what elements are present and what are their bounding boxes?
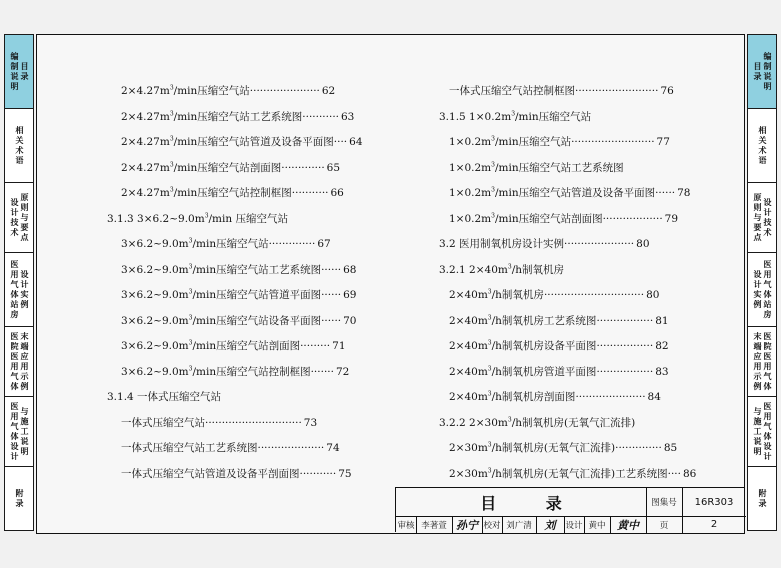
toc-entry[interactable] [121, 364, 349, 379]
toc-leader-dots: ················· [596, 365, 654, 378]
toc-entry-text: 2×40m [449, 314, 488, 327]
tab-label: 设计技术 [10, 197, 19, 238]
toc-entry-superscript: 3 [491, 135, 495, 143]
tb-divider [396, 516, 746, 517]
tab-label: 与施工说明 [20, 406, 29, 457]
right-tab-strip [747, 34, 777, 530]
toc-page-number: 83 [655, 365, 669, 378]
toc-entry[interactable] [121, 185, 344, 200]
toc-page-number: 67 [317, 238, 331, 250]
tab-label: 医用气体站房 [763, 259, 772, 320]
tab-label: 与施工说明 [753, 406, 762, 457]
toc-entry-text: 1×0.2m [449, 161, 492, 174]
toc-entry-text: 3×6.2~9.0m [121, 365, 189, 378]
toc-entry[interactable] [449, 389, 661, 404]
toc-leader-dots: ··········· [291, 187, 329, 199]
toc-entry-text: /h制氧机房剖面图 [491, 391, 576, 403]
toc-entry-superscript: 3 [188, 339, 193, 347]
toc-entry[interactable] [449, 313, 669, 328]
toc-page-number: 75 [338, 467, 352, 480]
toc-leader-dots: ······ [321, 263, 342, 276]
page-label: 页 [659, 520, 669, 531]
toc-entry-text: 3.2.1 2×40m [439, 263, 508, 276]
toc-entry-superscript: 3 [169, 135, 174, 143]
toc-page-number: 76 [660, 85, 674, 97]
toc-entry[interactable] [121, 160, 340, 175]
toc-entry-superscript: 3 [204, 212, 209, 219]
tab-label: 医院医用气体 [10, 331, 19, 392]
toc-entry-text: 3×6.2~9.0m [121, 289, 189, 301]
title-block [395, 487, 745, 532]
tab-label: 医用气体站房 [10, 259, 19, 320]
right-tab-2[interactable] [747, 108, 777, 183]
toc-entry-text: 2×30m [449, 442, 488, 454]
toc-section-heading[interactable] [439, 109, 591, 124]
reviewer-name: 李著萱 [421, 520, 447, 531]
toc-section-heading[interactable] [439, 415, 635, 430]
left-tab-4[interactable] [4, 252, 34, 327]
toc-leader-dots: ······ [321, 314, 342, 327]
toc-entry-text: /min压缩空气站管道及设备平面图 [173, 136, 334, 148]
review-label: 审核 [397, 520, 415, 531]
designer-name: 黄中 [588, 520, 606, 531]
design-label: 设计 [565, 520, 583, 531]
toc-page-number: 79 [664, 212, 679, 225]
tab-label: 原则与要点 [20, 192, 29, 243]
sheet-title: 目 录 [480, 493, 584, 513]
toc-entry[interactable] [121, 287, 357, 302]
toc-page-number: 73 [303, 416, 318, 429]
toc-entry[interactable] [449, 364, 669, 379]
toc-leader-dots: ······· [310, 365, 334, 378]
left-tab-5[interactable] [4, 326, 34, 397]
right-tab-4[interactable] [747, 252, 777, 327]
toc-entry[interactable] [121, 440, 340, 455]
tab-label: 相关术语 [15, 125, 24, 166]
toc-entry-text: /min压缩空气站管道及设备平面图 [494, 187, 656, 199]
toc-entry-text: 3×6.2~9.0m [121, 340, 189, 352]
toc-entry-text: 3.1.4 一体式压缩空气站 [107, 391, 222, 403]
toc-entry-superscript: 3 [487, 288, 492, 296]
toc-section-heading[interactable] [107, 211, 288, 226]
toc-entry-text: 3×6.2~9.0m [121, 263, 189, 276]
left-tab-1[interactable] [4, 34, 34, 109]
toc-entry-text: /min压缩空气站 [173, 85, 250, 97]
toc-page-number: 64 [349, 136, 363, 148]
toc-entry-superscript: 3 [487, 390, 492, 398]
toc-leader-dots: ······ [321, 289, 342, 301]
toc-entry-superscript: 3 [507, 263, 512, 270]
toc-entry-superscript: 3 [487, 314, 492, 321]
toc-entry-text: /min压缩空气站 [494, 136, 572, 148]
toc-leader-dots: ···· [667, 467, 681, 480]
toc-entry-text: 2×4.27m [121, 110, 170, 123]
tab-label: 末端应用示例 [20, 331, 29, 392]
right-tab-1[interactable] [747, 34, 777, 109]
toc-entry-text: 3.2 医用制氧机房设计实例 [439, 238, 565, 250]
tab-label: 相关术语 [758, 125, 767, 166]
toc-page-number: 74 [326, 442, 340, 454]
tab-label: 原则与要点 [753, 192, 762, 243]
toc-leader-dots: ········· [300, 340, 331, 352]
toc-entry-superscript: 3 [487, 339, 492, 347]
toc-entry-text: /h制氧机房管道平面图 [491, 365, 597, 378]
toc-entry-text: /h制氧机房(无氧气汇流排) [491, 442, 616, 454]
toc-entry-text: 2×40m [449, 391, 488, 403]
right-tab-7[interactable] [747, 466, 777, 531]
tb-divider [646, 488, 647, 533]
toc-page-number: 78 [677, 187, 691, 199]
toc-page-number: 65 [326, 161, 341, 174]
toc-page-number: 63 [341, 110, 355, 123]
toc-entry[interactable] [449, 440, 677, 455]
toc-page-number: 62 [321, 85, 336, 97]
tab-label: 目录 [20, 61, 29, 82]
toc-page-number: 71 [332, 340, 346, 352]
toc-entry-superscript: 3 [188, 237, 193, 245]
toc-entry-text: /h制氧机房 [491, 289, 544, 301]
toc-entry[interactable] [449, 185, 691, 200]
toc-leader-dots: ····················· [575, 391, 646, 403]
tb-divider [502, 516, 503, 533]
atlas-label: 图集号 [651, 498, 677, 508]
toc-entry-text: /min压缩空气站 [515, 110, 592, 123]
page-number: 2 [710, 519, 718, 530]
left-tab-2[interactable] [4, 108, 34, 183]
toc-entry-superscript: 3 [491, 212, 495, 219]
toc-leader-dots: ························· [575, 85, 659, 97]
tb-divider [584, 516, 585, 533]
tb-divider [536, 516, 537, 533]
toc-entry-text: 3.1.5 1×0.2m [439, 110, 512, 123]
toc-entry-text: 一体式压缩空气站管道及设备平剖面图 [121, 467, 300, 480]
toc-entry-text: 2×40m [449, 365, 488, 378]
toc-page-number: 70 [343, 314, 357, 327]
tab-label: 设计实例 [753, 269, 762, 310]
toc-entry-superscript: 3 [487, 441, 492, 449]
toc-entry-text: /h制氧机房 [511, 263, 564, 276]
toc-entry[interactable] [121, 313, 357, 328]
toc-leader-dots: ·············· [615, 442, 662, 454]
toc-entry-superscript: 3 [188, 365, 193, 372]
toc-page-number: 80 [636, 238, 650, 250]
check-label: 校对 [483, 520, 501, 531]
content-frame [36, 34, 745, 534]
toc-entry-text: /min压缩空气站工艺系统图 [173, 110, 303, 123]
left-tab-6[interactable] [4, 396, 34, 467]
toc-entry[interactable] [449, 466, 696, 481]
tab-label: 编制说明 [763, 51, 772, 92]
toc-entry-superscript: 3 [491, 161, 495, 168]
toc-page-number: 81 [655, 314, 669, 327]
toc-entry-superscript: 3 [188, 314, 193, 321]
toc-leader-dots: ··········· [302, 110, 339, 123]
tab-label: 设计实例 [20, 269, 29, 310]
tab-label: 附录 [758, 488, 767, 509]
toc-entry-text: 3.1.3 3×6.2~9.0m [107, 212, 205, 225]
toc-entry[interactable] [121, 236, 331, 251]
toc-entry-text: 2×30m [449, 467, 488, 480]
toc-entry-text: 一体式压缩空气站工艺系统图 [121, 442, 258, 454]
toc-page-number: 86 [682, 467, 697, 480]
toc-entry-text: /min压缩空气站剖面图 [192, 340, 301, 352]
tab-label: 目录 [753, 61, 762, 82]
toc-entry-text: /min压缩空气站控制框图 [173, 187, 292, 199]
toc-entry-text: /min压缩空气站设备平面图 [192, 314, 322, 327]
toc-entry[interactable] [121, 109, 354, 124]
toc-entry-superscript: 3 [169, 161, 174, 168]
toc-leader-dots: ····················· [564, 238, 635, 250]
toc-entry-text: 一体式压缩空气站 [121, 416, 205, 429]
toc-entry-superscript: 3 [511, 110, 516, 117]
tb-divider [452, 516, 453, 533]
toc-leader-dots: ···· [333, 136, 348, 148]
toc-entry[interactable] [121, 338, 346, 353]
toc-entry-text: /min压缩空气站工艺系统图 [494, 161, 624, 174]
toc-entry-text: 2×4.27m [121, 187, 170, 199]
toc-entry-superscript: 3 [188, 288, 193, 296]
tab-label: 末端应用示例 [753, 331, 762, 392]
toc-entry[interactable] [121, 466, 352, 481]
toc-entry-text: 2×40m [449, 340, 488, 352]
toc-section-heading[interactable] [107, 389, 221, 404]
toc-leader-dots: ·············· [268, 238, 316, 250]
tb-divider [482, 516, 483, 533]
designer-signature: 黄中 [617, 518, 639, 532]
toc-leader-dots: ················· [596, 340, 654, 352]
toc-page-number: 82 [655, 340, 669, 352]
toc-entry-text: /min压缩空气站剖面图 [173, 161, 282, 174]
toc-entry[interactable] [449, 83, 674, 98]
toc-entry-text: /min压缩空气站剖面图 [494, 212, 603, 225]
toc-entry-text: 3×6.2~9.0m [121, 238, 189, 250]
toc-leader-dots: ··········· [299, 467, 337, 480]
toc-entry-text: /h制氧机房(无氧气汇流排)工艺系统图 [491, 467, 668, 480]
checker-signature: 刘 [544, 518, 556, 532]
toc-leader-dots: ························· [571, 136, 655, 148]
atlas-number: 16R303 [694, 496, 734, 508]
left-tab-strip [4, 34, 34, 530]
toc-leader-dots: ······ [655, 187, 676, 199]
toc-leader-dots: ············· [281, 161, 325, 174]
toc-entry-text: /min压缩空气站控制框图 [192, 365, 311, 378]
toc-entry[interactable] [121, 415, 317, 430]
toc-entry-text: /h制氧机房设备平面图 [491, 340, 597, 352]
checker-name: 刘广清 [506, 520, 532, 531]
toc-page-number: 77 [656, 136, 670, 148]
tab-label: 设计技术 [763, 197, 772, 238]
toc-leader-dots: ················· [596, 314, 654, 327]
tab-label: 医用气体设计 [763, 401, 772, 462]
toc-entry[interactable] [121, 134, 363, 149]
toc-entry[interactable] [121, 262, 357, 277]
toc-leader-dots: ·················· [602, 212, 663, 225]
toc-entry[interactable] [449, 134, 670, 149]
toc-entry-superscript: 3 [188, 263, 193, 270]
toc-page-number: 72 [335, 365, 350, 378]
toc-entry-text: 2×4.27m [121, 161, 170, 174]
toc-entry-text: 2×40m [449, 289, 488, 301]
toc-entry[interactable] [449, 287, 659, 302]
tb-divider [682, 488, 683, 533]
toc-leader-dots: ····························· [205, 416, 302, 429]
toc-entry-text: /min压缩空气站管道平面图 [192, 289, 322, 301]
left-tab-7[interactable] [4, 466, 34, 531]
toc-entry[interactable] [449, 338, 669, 353]
toc-page-number: 66 [330, 187, 344, 199]
tab-label: 编制说明 [10, 51, 19, 92]
toc-entry-text: 2×4.27m [121, 136, 170, 148]
toc-entry-text: /min 压缩空气站 [208, 212, 288, 225]
tab-label: 附录 [15, 488, 24, 509]
toc-leader-dots: ······························ [543, 289, 645, 301]
toc-page-number: 85 [663, 442, 678, 454]
toc-entry-superscript: 3 [507, 416, 512, 423]
toc-entry-text: /h制氧机房(无氧气汇流排) [511, 416, 636, 429]
toc-entry-text: /min压缩空气站 [192, 238, 269, 250]
toc-entry-text: 3.2.2 2×30m [439, 416, 508, 429]
toc-entry-text: /h制氧机房工艺系统图 [491, 314, 597, 327]
toc-page-number: 84 [647, 391, 661, 403]
toc-entry[interactable] [449, 211, 678, 226]
toc-entry-superscript: 3 [169, 110, 174, 117]
right-tab-6[interactable] [747, 396, 777, 467]
toc-page-number: 80 [646, 289, 660, 301]
toc-entry-superscript: 3 [487, 467, 492, 474]
tb-divider [610, 516, 611, 533]
toc-entry-superscript: 3 [169, 186, 174, 194]
toc-entry-text: 1×0.2m [449, 187, 492, 199]
toc-entry-text: 3×6.2~9.0m [121, 314, 189, 327]
toc-page-number: 68 [343, 263, 357, 276]
toc-leader-dots: ····················· [249, 85, 320, 97]
tb-divider [564, 516, 565, 533]
toc-page-number: 69 [343, 289, 357, 301]
toc-entry[interactable] [121, 83, 335, 98]
toc-section-heading[interactable] [439, 236, 650, 251]
reviewer-signature: 孙宁 [456, 518, 478, 532]
toc-entry-superscript: 3 [169, 84, 174, 92]
toc-leader-dots: ···················· [257, 442, 325, 454]
left-tab-3[interactable] [4, 182, 34, 253]
tb-divider [416, 516, 417, 533]
tab-label: 医用气体设计 [10, 401, 19, 462]
toc-entry-text: 2×4.27m [121, 85, 170, 97]
right-tab-5[interactable] [747, 326, 777, 397]
toc-entry[interactable] [449, 160, 624, 175]
toc-entry-text: 1×0.2m [449, 212, 492, 225]
toc-entry-superscript: 3 [487, 365, 492, 372]
toc-entry-text: 1×0.2m [449, 136, 492, 148]
tab-label: 医院医用气体 [763, 331, 772, 392]
toc-entry-text: 一体式压缩空气站控制框图 [449, 85, 575, 97]
right-tab-3[interactable] [747, 182, 777, 253]
toc-entry-superscript: 3 [491, 186, 495, 194]
toc-entry-text: /min压缩空气站工艺系统图 [192, 263, 322, 276]
toc-section-heading[interactable] [439, 262, 564, 277]
